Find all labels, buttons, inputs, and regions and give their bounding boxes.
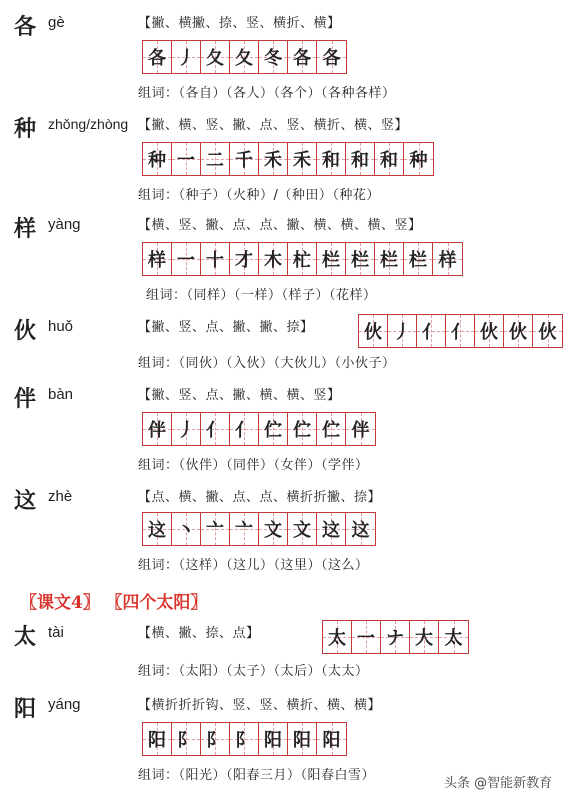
- grid-cell-glyph: 和: [322, 150, 340, 171]
- grid-cell-glyph: 丿: [177, 420, 195, 441]
- grid-cell-glyph: 一: [177, 250, 195, 271]
- grid-cell-glyph: 文: [293, 520, 311, 541]
- stroke-grid: [142, 242, 463, 276]
- word-list: 组词：（各自）（各人）（各个）（各种各样）: [138, 86, 396, 101]
- stroke-grid: [358, 314, 563, 348]
- grid-cell-glyph: 丶: [177, 520, 195, 541]
- grid-cell-glyph: 阳: [322, 730, 341, 751]
- entry-character: 阳: [14, 696, 37, 722]
- grid-cell-stroke: [230, 723, 259, 755]
- grid-cell-character: [143, 243, 172, 275]
- grid-cell-glyph: 亻: [235, 420, 253, 441]
- grid-cell-glyph: 栏: [409, 250, 427, 271]
- grid-cell-stroke: [230, 143, 259, 175]
- grid-cell-stroke: [259, 41, 288, 73]
- grid-cell-glyph: 禾: [264, 150, 282, 171]
- grid-cell-stroke: [346, 413, 375, 445]
- grid-cell-glyph: 木: [264, 250, 282, 271]
- entry-pinyin: tài: [48, 624, 64, 641]
- word-list: 组词：（同伙）（入伙）（大伙儿）（小伙子）: [138, 356, 396, 371]
- grid-cell-glyph: 阳: [148, 730, 166, 751]
- grid-cell-stroke: [475, 315, 504, 347]
- stroke-order: 【撇、竖、点、撇、横、横、竖】: [138, 388, 341, 403]
- lesson-number: 〖课文4〗: [20, 593, 100, 613]
- grid-cell-stroke: [201, 41, 230, 73]
- grid-cell-glyph: 杧: [293, 250, 311, 271]
- grid-cell-stroke: [259, 243, 288, 275]
- grid-cell-stroke: [230, 413, 259, 445]
- entry-pinyin: bàn: [48, 386, 74, 403]
- grid-cell-glyph: 丿: [393, 322, 411, 343]
- entry-character: 各: [14, 14, 37, 40]
- grid-cell-stroke: [288, 243, 317, 275]
- grid-cell-stroke: [317, 243, 346, 275]
- grid-cell-glyph: 各: [322, 48, 341, 69]
- stroke-grid: [142, 722, 347, 756]
- grid-cell-glyph: 亻: [206, 420, 224, 441]
- stroke-order: 【撇、横、竖、撇、点、竖、横折、横、竖】: [138, 118, 409, 133]
- grid-cell-glyph: 和: [351, 150, 369, 171]
- grid-cell-glyph: 夂: [206, 48, 224, 69]
- stroke-order: 【撇、竖、点、撇、撇、捺】: [138, 320, 314, 335]
- grid-cell-glyph: 样: [148, 250, 166, 271]
- grid-cell-glyph: 亠: [206, 520, 224, 541]
- entry-pinyin: zhè: [48, 488, 73, 505]
- grid-cell-stroke: [172, 723, 201, 755]
- grid-cell-character: [143, 723, 172, 755]
- grid-cell-stroke: [375, 143, 404, 175]
- grid-cell-glyph: 文: [264, 520, 282, 541]
- grid-cell-stroke: [288, 143, 317, 175]
- grid-cell-glyph: 这: [148, 520, 166, 541]
- grid-cell-glyph: 各: [293, 48, 311, 69]
- grid-cell-glyph: 种: [148, 150, 166, 171]
- grid-cell-glyph: 千: [235, 150, 253, 171]
- grid-cell-stroke: [317, 513, 346, 545]
- grid-cell-stroke: [388, 315, 417, 347]
- stroke-grid: [142, 40, 347, 74]
- grid-cell-stroke: [410, 621, 439, 653]
- grid-cell-glyph: 亠: [235, 520, 253, 541]
- entry-pinyin: yáng: [48, 696, 81, 713]
- grid-cell-stroke: [417, 315, 446, 347]
- grid-cell-glyph: 阳: [264, 730, 282, 751]
- grid-cell-glyph: 才: [235, 250, 253, 271]
- entry-character: 种: [14, 116, 37, 142]
- grid-cell-stroke: [201, 723, 230, 755]
- entry-character: 样: [14, 216, 37, 242]
- grid-cell-glyph: 和: [380, 150, 398, 171]
- grid-cell-glyph: 伙: [364, 322, 382, 343]
- grid-cell-glyph: 大: [415, 628, 433, 649]
- grid-cell-glyph: 伫: [322, 420, 340, 441]
- grid-cell-character: [143, 513, 172, 545]
- grid-cell-character: [323, 621, 352, 653]
- grid-cell-character: [143, 41, 172, 73]
- grid-cell-stroke: [439, 621, 468, 653]
- grid-cell-stroke: [172, 413, 201, 445]
- grid-cell-stroke: [259, 513, 288, 545]
- grid-cell-stroke: [346, 143, 375, 175]
- word-list: 组词：（这样）（这儿）（这里）（这么）: [138, 558, 369, 573]
- grid-cell-stroke: [288, 41, 317, 73]
- entry-pinyin: gè: [48, 14, 65, 31]
- stroke-order: 【点、横、撇、点、点、横折折撇、捺】: [138, 490, 382, 505]
- grid-cell-stroke: [346, 513, 375, 545]
- entry-character: 太: [14, 624, 37, 650]
- stroke-order: 【横、撇、捺、点】: [138, 626, 260, 641]
- grid-cell-stroke: [172, 243, 201, 275]
- grid-cell-glyph: 伫: [264, 420, 282, 441]
- grid-cell-stroke: [172, 143, 201, 175]
- grid-cell-glyph: 样: [438, 250, 457, 271]
- grid-cell-stroke: [533, 315, 562, 347]
- entry-character: 伴: [14, 386, 37, 412]
- grid-cell-glyph: 阝: [206, 730, 224, 751]
- stroke-grid: [142, 512, 376, 546]
- grid-cell-stroke: [230, 243, 259, 275]
- grid-cell-glyph: 亻: [422, 322, 440, 343]
- grid-cell-glyph: 一: [357, 628, 375, 649]
- grid-cell-stroke: [317, 723, 346, 755]
- grid-cell-glyph: 太: [444, 628, 463, 649]
- grid-cell-glyph: 十: [206, 250, 224, 271]
- grid-cell-stroke: [317, 413, 346, 445]
- stroke-grid: [142, 142, 434, 176]
- grid-cell-stroke: [201, 143, 230, 175]
- grid-cell-glyph: 阝: [235, 730, 253, 751]
- stroke-grid: [142, 412, 376, 446]
- stroke-order: 【横、竖、撇、点、点、撇、横、横、横、竖】: [138, 218, 422, 233]
- grid-cell-stroke: [259, 143, 288, 175]
- grid-cell-glyph: 阳: [293, 730, 311, 751]
- grid-cell-stroke: [433, 243, 462, 275]
- grid-cell-stroke: [404, 143, 433, 175]
- grid-cell-glyph: 禾: [293, 150, 311, 171]
- grid-cell-stroke: [404, 243, 433, 275]
- grid-cell-glyph: 太: [328, 628, 346, 649]
- grid-cell-glyph: 亻: [451, 322, 469, 343]
- stroke-order: 【横折折折钩、竖、竖、横折、横、横】: [138, 698, 382, 713]
- word-list: 组词：（同样）（一样）（样子）（花样）: [146, 288, 377, 303]
- grid-cell-stroke: [288, 413, 317, 445]
- grid-cell-glyph: 种: [409, 150, 428, 171]
- entry-pinyin: zhǒng/zhòng: [48, 116, 129, 132]
- grid-cell-stroke: [230, 513, 259, 545]
- grid-cell-stroke: [317, 41, 346, 73]
- grid-cell-glyph: 这: [322, 520, 340, 541]
- grid-cell-stroke: [201, 413, 230, 445]
- entry-pinyin: huǒ: [48, 318, 74, 335]
- grid-cell-stroke: [259, 413, 288, 445]
- word-list: 组词：（种子）（火种）/（种田）（种花）: [138, 188, 380, 203]
- entry-character: 这: [14, 488, 37, 514]
- grid-cell-glyph: 冬: [264, 48, 282, 69]
- grid-cell-character: [143, 413, 172, 445]
- grid-cell-glyph: 这: [351, 520, 370, 541]
- grid-cell-stroke: [352, 621, 381, 653]
- grid-cell-glyph: 各: [148, 48, 166, 69]
- grid-cell-stroke: [172, 513, 201, 545]
- grid-cell-glyph: 阝: [177, 730, 195, 751]
- grid-cell-stroke: [259, 723, 288, 755]
- grid-cell-glyph: ナ: [386, 628, 404, 649]
- entry-character: 伙: [14, 318, 37, 344]
- watermark: 头条 @智能新教育: [444, 776, 553, 791]
- grid-cell-stroke: [446, 315, 475, 347]
- grid-cell-character: [359, 315, 388, 347]
- lesson-title: 〖四个太阳〗: [113, 593, 208, 613]
- grid-cell-glyph: 夂: [235, 48, 253, 69]
- entry-pinyin: yàng: [48, 216, 81, 233]
- grid-cell-stroke: [172, 41, 201, 73]
- grid-cell-glyph: 栏: [351, 250, 369, 271]
- grid-cell-stroke: [201, 513, 230, 545]
- grid-cell-glyph: 伙: [509, 322, 527, 343]
- grid-cell-stroke: [288, 723, 317, 755]
- grid-cell-stroke: [230, 41, 259, 73]
- grid-cell-glyph: 一: [177, 150, 195, 171]
- grid-cell-glyph: 栏: [322, 250, 340, 271]
- lesson-heading: [20, 588, 207, 613]
- grid-cell-glyph: 伴: [148, 420, 166, 441]
- grid-cell-stroke: [504, 315, 533, 347]
- grid-cell-glyph: 伙: [538, 322, 557, 343]
- grid-cell-stroke: [381, 621, 410, 653]
- grid-cell-stroke: [375, 243, 404, 275]
- word-list: 组词：（阳光）（阳春三月）（阳春白雪）: [138, 768, 376, 783]
- word-list: 组词：（伙伴）（同伴）（女伴）（学伴）: [138, 458, 369, 473]
- grid-cell-stroke: [201, 243, 230, 275]
- grid-cell-stroke: [288, 513, 317, 545]
- grid-cell-glyph: 丿: [177, 48, 195, 69]
- grid-cell-glyph: 伙: [480, 322, 498, 343]
- stroke-order: 【撇、横撇、捺、竖、横折、横】: [138, 16, 341, 31]
- grid-cell-stroke: [317, 143, 346, 175]
- grid-cell-glyph: 栏: [380, 250, 398, 271]
- stroke-grid: [322, 620, 469, 654]
- grid-cell-glyph: 二: [206, 150, 224, 171]
- grid-cell-glyph: 伫: [293, 420, 311, 441]
- word-list: 组词：（太阳）（太子）（太后）（太太）: [138, 664, 369, 679]
- grid-cell-stroke: [346, 243, 375, 275]
- grid-cell-character: [143, 143, 172, 175]
- grid-cell-glyph: 伴: [351, 420, 370, 441]
